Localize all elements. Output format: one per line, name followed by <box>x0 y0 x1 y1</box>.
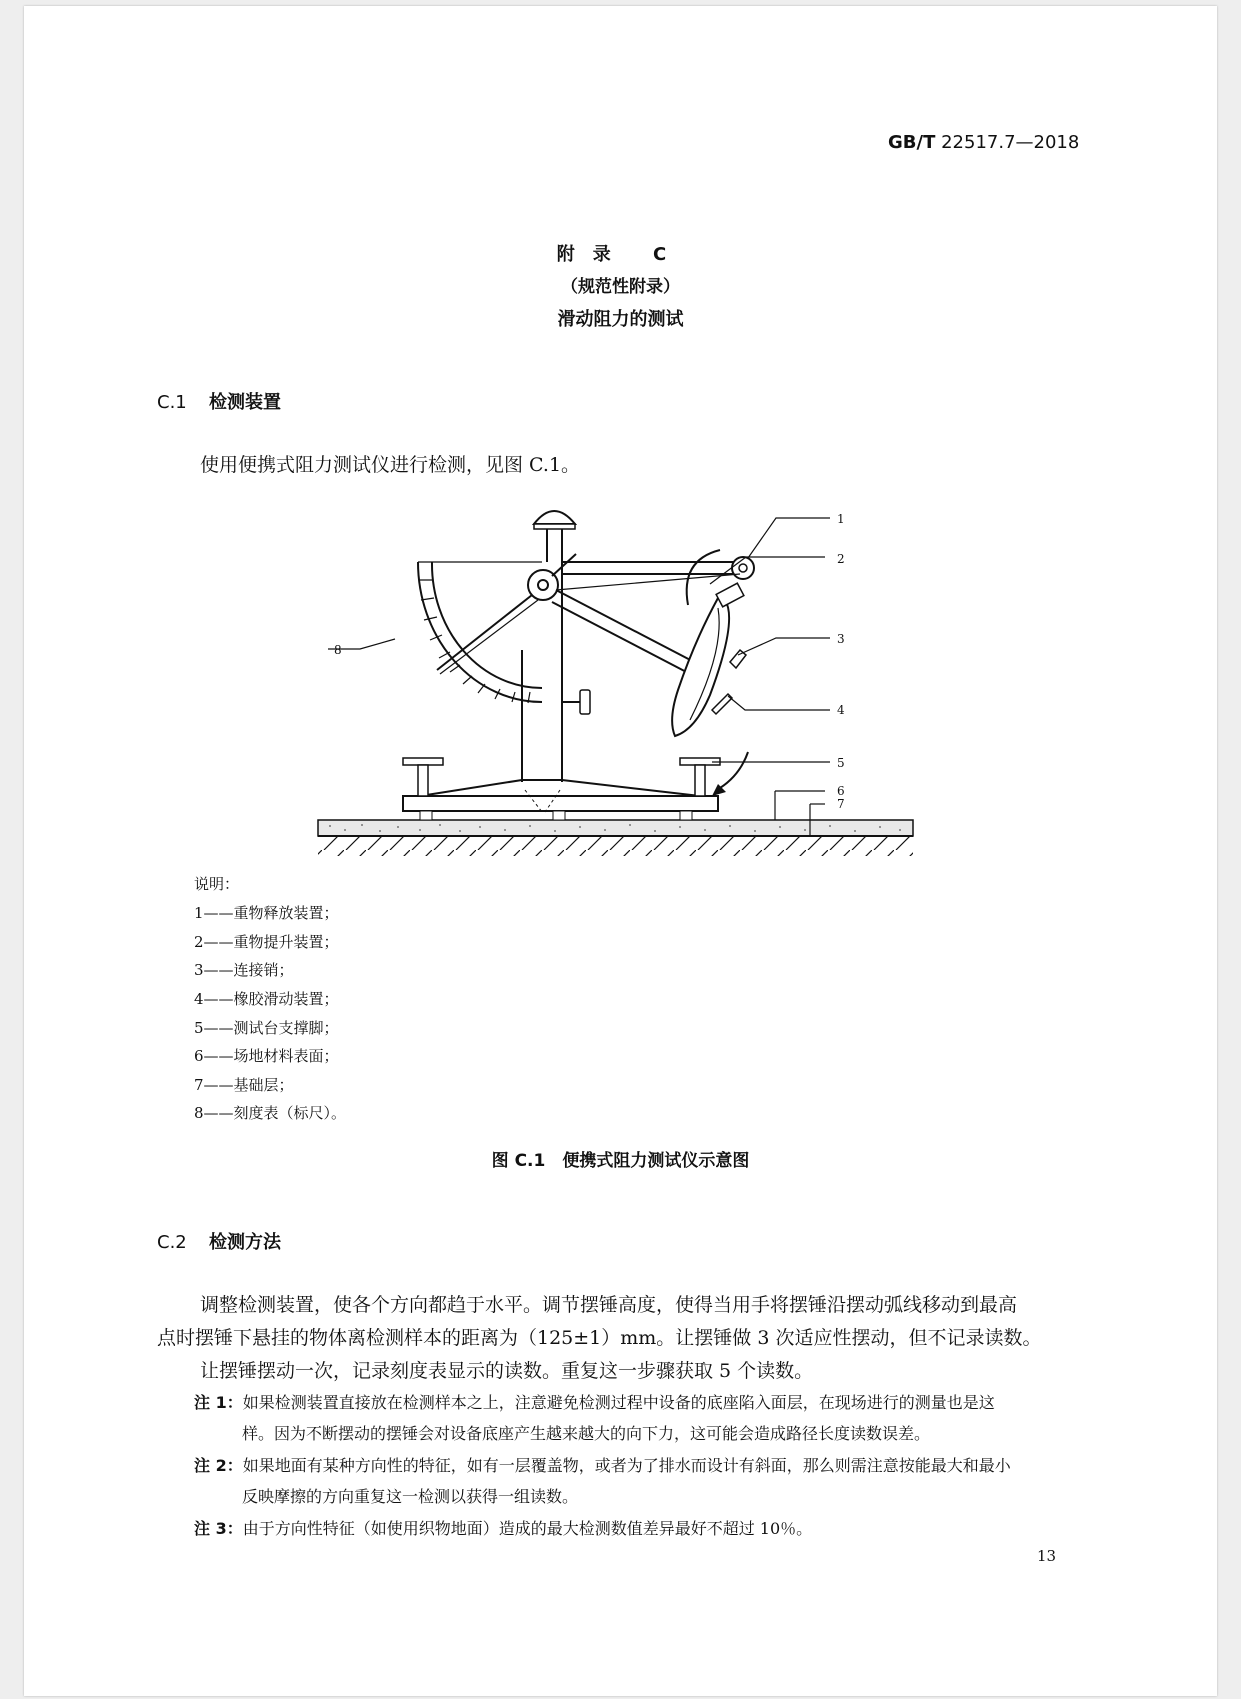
callout-5: 5 <box>837 756 845 770</box>
note-1-cont: 样。因为不断摆动的摆锤会对设备底座产生越来越大的向下力，这可能会造成路径长度读数误差。 <box>242 1424 931 1443</box>
callout-8: 8 <box>334 643 342 657</box>
section-c2-para2: 让摆锤摆动一次，记录刻度表显示的读数。重复这一步骤获取 5 个读数。 <box>200 1360 814 1382</box>
figure-caption: 图 C.1 便携式阻力测试仪示意图 <box>491 1151 750 1171</box>
section-c1-text: 使用便携式阻力测试仪进行检测，见图 C.1。 <box>200 454 581 476</box>
appendix-name: 滑动阻力的测试 <box>557 309 684 330</box>
note-1: 注 1：如果检测装置直接放在检测样本之上，注意避免检测过程中设备的底座陷入面层，在现场进行的测量也是这 <box>194 1393 995 1412</box>
appendix-title: 附录 C <box>556 244 685 265</box>
page-number: 13 <box>1037 1547 1057 1565</box>
callout-1: 1 <box>837 512 845 526</box>
section-c1-heading: C.1 检测装置 <box>157 392 281 413</box>
callout-3: 3 <box>837 632 845 646</box>
appendix-type: （规范性附录） <box>561 277 680 297</box>
base-frame <box>403 540 718 820</box>
ground <box>318 820 913 856</box>
legend-item: 7——基础层； <box>194 1076 294 1094</box>
legend-item: 1——重物释放装置； <box>194 904 339 922</box>
callout-2: 2 <box>837 552 845 566</box>
scale-arc <box>418 562 542 703</box>
legend-item: 3——连接销； <box>194 961 294 979</box>
note-2-cont: 反映摩擦的方向重复这一检测以获得一组读数。 <box>242 1487 579 1506</box>
leveling-foot-right <box>680 758 720 796</box>
pointer-needle <box>437 554 576 674</box>
pendulum-tester-diagram <box>300 490 940 860</box>
note-2: 注 2：如果地面有某种方向性的特征，如有一层覆盖物，或者为了排水而设计有斜面，那么则需注意按能最大和最小 <box>194 1456 1011 1475</box>
note-3: 注 3：由于方向性特征（如使用织物地面）造成的最大检测数值差异最好不超过 10％。 <box>194 1519 813 1538</box>
pendulum-head <box>672 583 746 736</box>
legend-item: 5——测试台支撑脚； <box>194 1019 339 1037</box>
callout-6: 6 <box>837 784 845 798</box>
legend-item: 8——刻度表（标尺）。 <box>194 1104 347 1122</box>
top-knob <box>534 511 575 562</box>
leveling-foot-left <box>403 758 443 796</box>
callout-7: 7 <box>837 797 845 811</box>
legend-item: 4——橡胶滑动装置； <box>194 990 339 1008</box>
legend-title: 说明： <box>194 875 240 893</box>
section-c2-heading: C.2 检测方法 <box>157 1232 281 1253</box>
callout-4: 4 <box>837 703 845 717</box>
legend-item: 2——重物提升装置； <box>194 933 339 951</box>
legend-item: 6——场地材料表面； <box>194 1047 339 1065</box>
standard-number: GB/T 22517.7—2018 <box>888 132 1080 153</box>
thumb-screw <box>562 690 590 714</box>
section-c2-para1-line2: 点时摆锤下悬挂的物体离检测样本的距离为（125±1）mm。让摆锤做 3 次适应性摆动，但不记录读数。 <box>157 1327 1042 1349</box>
section-c2-para1-line1: 调整检测装置，使各个方向都趋于水平。调节摆锤高度，使得当用手将摆锤沿摆动弧线移动到最高 <box>200 1294 1018 1316</box>
